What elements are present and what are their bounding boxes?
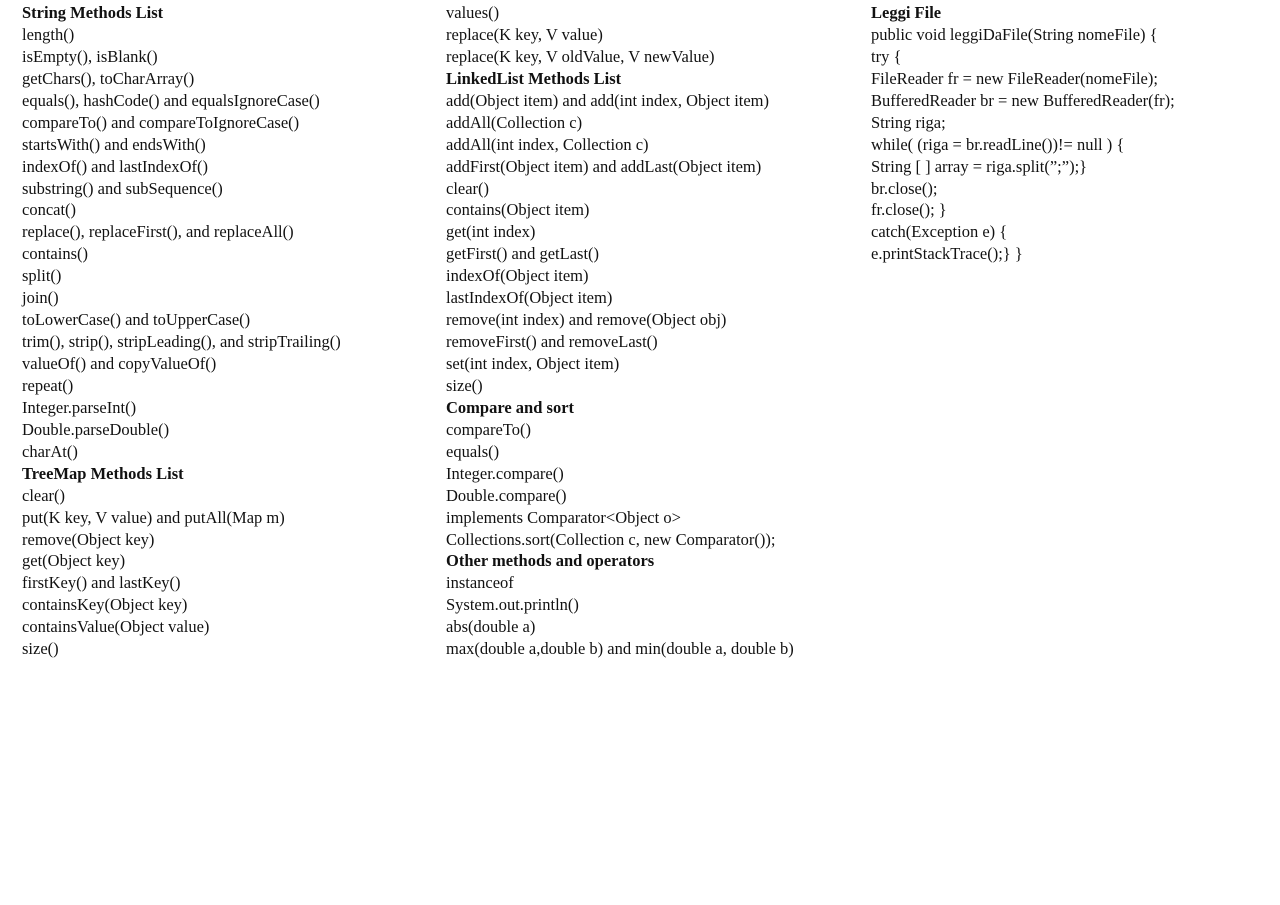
list-item: length() [22,24,75,44]
list-item: addAll(Collection c) [446,112,583,132]
list-item: firstKey() and lastKey() [22,573,181,593]
section-heading-compare-and-sort: Compare and sort [446,397,575,417]
list-item: startsWith() and endsWith() [22,134,206,154]
list-item: set(int index, Object item) [446,354,620,373]
list-item: trim(), strip(), stripLeading(), and stripTrailing() [22,332,341,352]
list-item: substring() and subSequence() [22,178,223,198]
list-item: compareTo() [446,419,531,439]
list-item: size() [22,639,59,659]
list-item: get(Object key) [22,551,126,571]
list-item: containsKey(Object key) [22,595,188,615]
list-item: indexOf() and lastIndexOf() [22,156,209,176]
list-item: Double.parseDouble() [22,419,170,439]
list-item: abs(double a) [446,617,536,637]
list-item: clear() [446,178,490,198]
list-item: remove(Object key) [22,529,155,549]
list-item: Integer.parseInt() [22,397,137,417]
list-item: implements Comparator<Object o> [446,507,681,527]
section-heading-linkedlist-methods-list: LinkedList Methods List [446,68,622,88]
list-item: addAll(int index, Collection c) [446,134,649,154]
list-item: addFirst(Object item) and addLast(Object item) [446,156,762,176]
list-item: replace(), replaceFirst(), and replaceAll() [22,222,294,242]
list-item: contains() [22,244,88,264]
list-item: Collections.sort(Collection c, new Comparator()); [446,529,776,549]
list-item: indexOf(Object item) [446,266,589,286]
section-heading-other-methods-and-operators: Other methods and operators [446,551,655,571]
list-item: replace(K key, V value) [446,24,603,44]
list-item: lastIndexOf(Object item) [446,288,613,308]
list-item: split() [22,266,62,286]
list-item: isEmpty(), isBlank() [22,46,158,66]
list-item: instanceof [446,573,514,593]
list-item: compareTo() and compareToIgnoreCase() [22,112,300,132]
list-item: getFirst() and getLast() [446,244,600,264]
list-item: Integer.compare() [446,463,564,483]
column-3 [871,2,1271,265]
section-heading-treemap-methods-list: TreeMap Methods List [22,463,184,483]
list-item: Double.compare() [446,485,567,505]
column-2 [446,2,866,660]
list-item: contains(Object item) [446,200,590,220]
list-item: concat() [22,200,77,220]
list-item: try { [871,46,902,66]
list-item: e.printStackTrace();} } [871,244,1023,264]
list-item: size() [446,375,483,395]
list-item: values() [446,3,500,22]
list-item: fr.close(); } [871,200,947,220]
section-heading-leggi-file: Leggi File [871,3,942,22]
list-item: replace(K key, V oldValue, V newValue) [446,46,715,66]
list-item: remove(int index) and remove(Object obj) [446,310,727,330]
list-item: equals(), hashCode() and equalsIgnoreCase() [22,90,320,110]
list-item: add(Object item) and add(int index, Object item) [446,90,770,110]
list-item: FileReader fr = new FileReader(nomeFile); [871,68,1158,88]
section-heading-string-methods-list: String Methods List [22,3,164,22]
list-item: while( (riga = br.readLine())!= null ) { [871,134,1125,154]
list-item: containsValue(Object value) [22,617,210,637]
list-item: valueOf() and copyValueOf() [22,354,217,373]
list-item: System.out.println() [446,595,579,615]
list-item: public void leggiDaFile(String nomeFile) { [871,24,1158,44]
column-1 [22,2,432,660]
list-item: equals() [446,441,500,461]
list-item: charAt() [22,441,78,461]
list-item: String riga; [871,112,946,132]
list-item: catch(Exception e) { [871,222,1008,242]
list-item: clear() [22,485,66,505]
list-item: String [ ] array = riga.split(”;”);} [871,156,1088,176]
list-item: repeat() [22,375,74,395]
list-item: removeFirst() and removeLast() [446,332,658,352]
list-item: getChars(), toCharArray() [22,68,195,88]
list-item: put(K key, V value) and putAll(Map m) [22,507,285,527]
list-item: BufferedReader br = new BufferedReader(fr); [871,90,1175,110]
list-item: toLowerCase() and toUpperCase() [22,310,251,330]
list-item: join() [22,288,59,308]
list-item: max(double a,double b) and min(double a, double b) [446,639,794,659]
list-item: get(int index) [446,222,536,242]
list-item: br.close(); [871,178,938,198]
